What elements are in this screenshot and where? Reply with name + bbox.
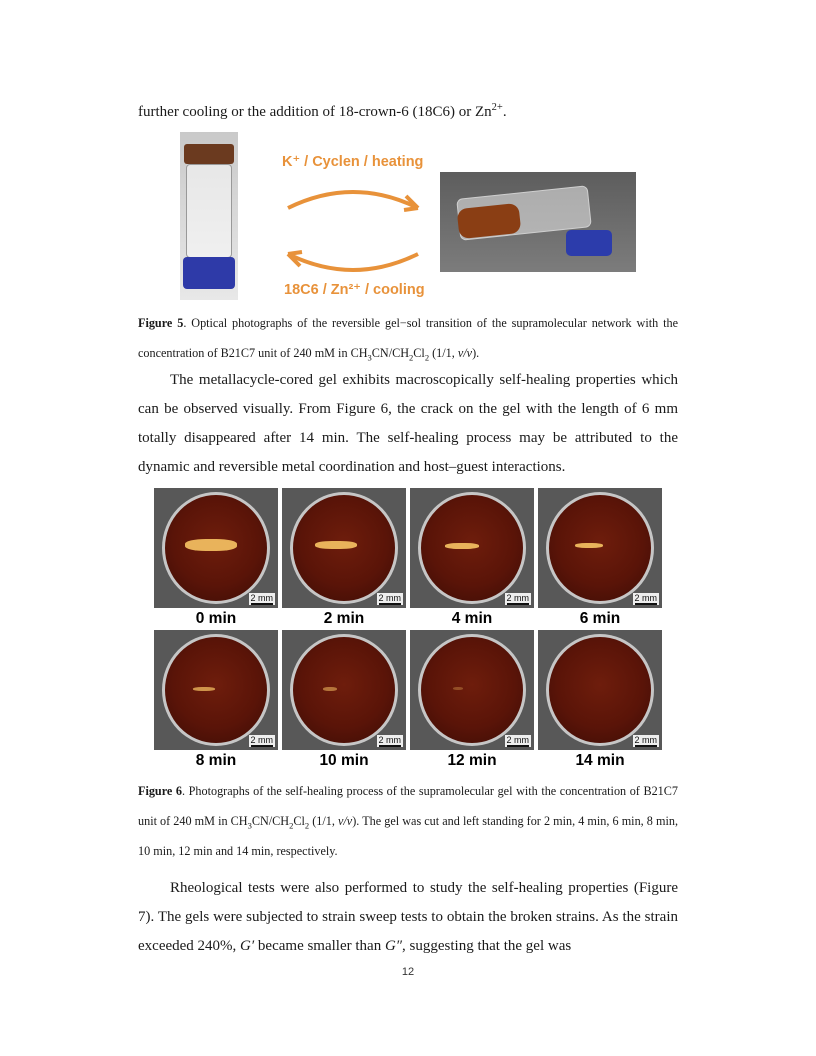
caption-6-vv: v/v bbox=[338, 814, 353, 828]
gel-dish bbox=[162, 634, 270, 746]
page-number: 12 bbox=[401, 966, 415, 978]
caption-5-text-1: . Optical photographs of the reversible gel−sol transition of the supramolecular network with the concentration of B21C7 unit of 240 mM in CH bbox=[138, 316, 678, 360]
photo-6-min bbox=[538, 488, 662, 608]
gel-dish bbox=[290, 634, 398, 746]
vial-glass bbox=[186, 164, 232, 258]
caption-6-sub-3: 3 bbox=[247, 820, 252, 831]
gel-dish bbox=[162, 492, 270, 604]
scale-bar: 2 mm bbox=[378, 735, 401, 745]
bottom-arrow-label: 18C6 / Zn²⁺ / cooling bbox=[284, 282, 425, 298]
figure-6-caption bbox=[138, 776, 678, 866]
gel-crack bbox=[323, 687, 337, 691]
gel-crack bbox=[575, 543, 603, 548]
photo-8-min bbox=[154, 630, 278, 750]
gel-crack bbox=[445, 543, 479, 549]
para2-g-double-prime: G″ bbox=[384, 938, 403, 954]
para2-g-prime: G′ bbox=[240, 938, 255, 954]
caption-6-text-2: CN/CH bbox=[251, 814, 290, 828]
time-label-1: 2 min bbox=[323, 610, 365, 627]
time-label-7: 14 min bbox=[575, 752, 625, 769]
gel-crack bbox=[315, 541, 357, 549]
caption-6-text-4: (1/1, bbox=[309, 814, 339, 828]
gel-vial-photo bbox=[180, 132, 238, 300]
time-label-2: 4 min bbox=[451, 610, 493, 627]
caption-5-text-5: ). bbox=[472, 346, 480, 360]
caption-6-text-1: . Photographs of the self-healing process of the supramolecular gel with the concentration of B21C7 unit of 240 mM in CH bbox=[138, 784, 678, 828]
vial-base-cap bbox=[183, 257, 235, 289]
caption-6-sub-2a: 2 bbox=[289, 820, 294, 831]
figure-5-caption-label: Figure 5 bbox=[138, 316, 184, 330]
para2-text-a: Rheological tests were also performed to study the self-healing properties (Figure 7). The gels were subjected to strain sweep tests to obtain the broken strains. As the strain exceeded 240%, bbox=[138, 880, 678, 954]
vial-cap bbox=[184, 144, 234, 164]
scale-bar: 2 mm bbox=[506, 735, 529, 745]
intro-text bbox=[138, 98, 678, 127]
paragraph-rheological bbox=[138, 874, 678, 961]
caption-6-text-3: Cl bbox=[293, 814, 305, 828]
photo-12-min bbox=[410, 630, 534, 750]
caption-5-text-2: CN/CH bbox=[371, 346, 410, 360]
photo-0-min bbox=[154, 488, 278, 608]
caption-5-text-3: Cl bbox=[413, 346, 425, 360]
gel-dish bbox=[290, 492, 398, 604]
caption-5-sub-2b: 2 bbox=[424, 352, 430, 363]
caption-5-sub-2a: 2 bbox=[409, 352, 414, 363]
photo-2-min bbox=[282, 488, 406, 608]
gel-crack bbox=[193, 687, 215, 691]
intro-superscript: 2+ bbox=[491, 102, 503, 113]
intro-text-main: further cooling or the addition of 18-crown-6 (18C6) or Zn bbox=[138, 104, 492, 120]
figure-5 bbox=[180, 132, 640, 302]
caption-5-vv: v/v bbox=[457, 346, 473, 360]
forward-arrow bbox=[288, 192, 418, 208]
gel-crack bbox=[453, 687, 463, 690]
photo-4-min bbox=[410, 488, 534, 608]
scale-bar: 2 mm bbox=[250, 735, 273, 745]
gel-dish bbox=[418, 634, 526, 746]
vial-cap-blue bbox=[566, 230, 612, 256]
time-label-3: 6 min bbox=[579, 610, 621, 627]
transition-arrows bbox=[278, 178, 428, 290]
gel-dish bbox=[418, 492, 526, 604]
gel-dish bbox=[546, 492, 654, 604]
reverse-arrow bbox=[288, 254, 418, 270]
caption-6-text-5: ). The gel was cut and left standing for 2 min, 4 min, 6 min, 8 min, 10 min, 12 min and 14 min, respectively. bbox=[138, 814, 678, 858]
caption-5-text-4: (1/1, bbox=[429, 346, 458, 360]
scale-bar: 2 mm bbox=[250, 593, 273, 603]
scale-bar: 2 mm bbox=[634, 735, 657, 745]
top-arrow-label: K⁺ / Cyclen / heating bbox=[282, 154, 424, 170]
caption-6-sub-2b: 2 bbox=[304, 820, 310, 831]
para2-text-b: became smaller than bbox=[254, 938, 385, 954]
time-label-6: 12 min bbox=[447, 752, 497, 769]
scale-bar: 2 mm bbox=[378, 593, 401, 603]
scale-bar: 2 mm bbox=[506, 593, 529, 603]
time-label-4: 8 min bbox=[195, 752, 237, 769]
gel-crack bbox=[185, 539, 237, 551]
paragraph-self-healing: The metallacycle-cored gel exhibits macroscopically self-healing properties which can be observed visually. From Figure 6, the crack on the gel with the length of 6 mm totally disappeared after 14 min. The self-healing process may be attributed to the dynamic and reversible metal coordination and host–guest interactions. bbox=[138, 372, 678, 475]
photo-14-min bbox=[538, 630, 662, 750]
scale-bar: 2 mm bbox=[634, 593, 657, 603]
gel-dish bbox=[546, 634, 654, 746]
figure-6 bbox=[154, 488, 664, 776]
figure-5-caption bbox=[138, 308, 678, 368]
sol-vial-photo bbox=[440, 172, 636, 272]
time-label-5: 10 min bbox=[319, 752, 369, 769]
intro-text-end: . bbox=[502, 104, 507, 120]
para2-text-c: , suggesting that the gel was bbox=[402, 938, 572, 954]
photo-10-min bbox=[282, 630, 406, 750]
caption-5-sub-3: 3 bbox=[367, 352, 372, 363]
figure-6-caption-label: Figure 6 bbox=[138, 784, 182, 798]
time-label-0: 0 min bbox=[195, 610, 237, 627]
